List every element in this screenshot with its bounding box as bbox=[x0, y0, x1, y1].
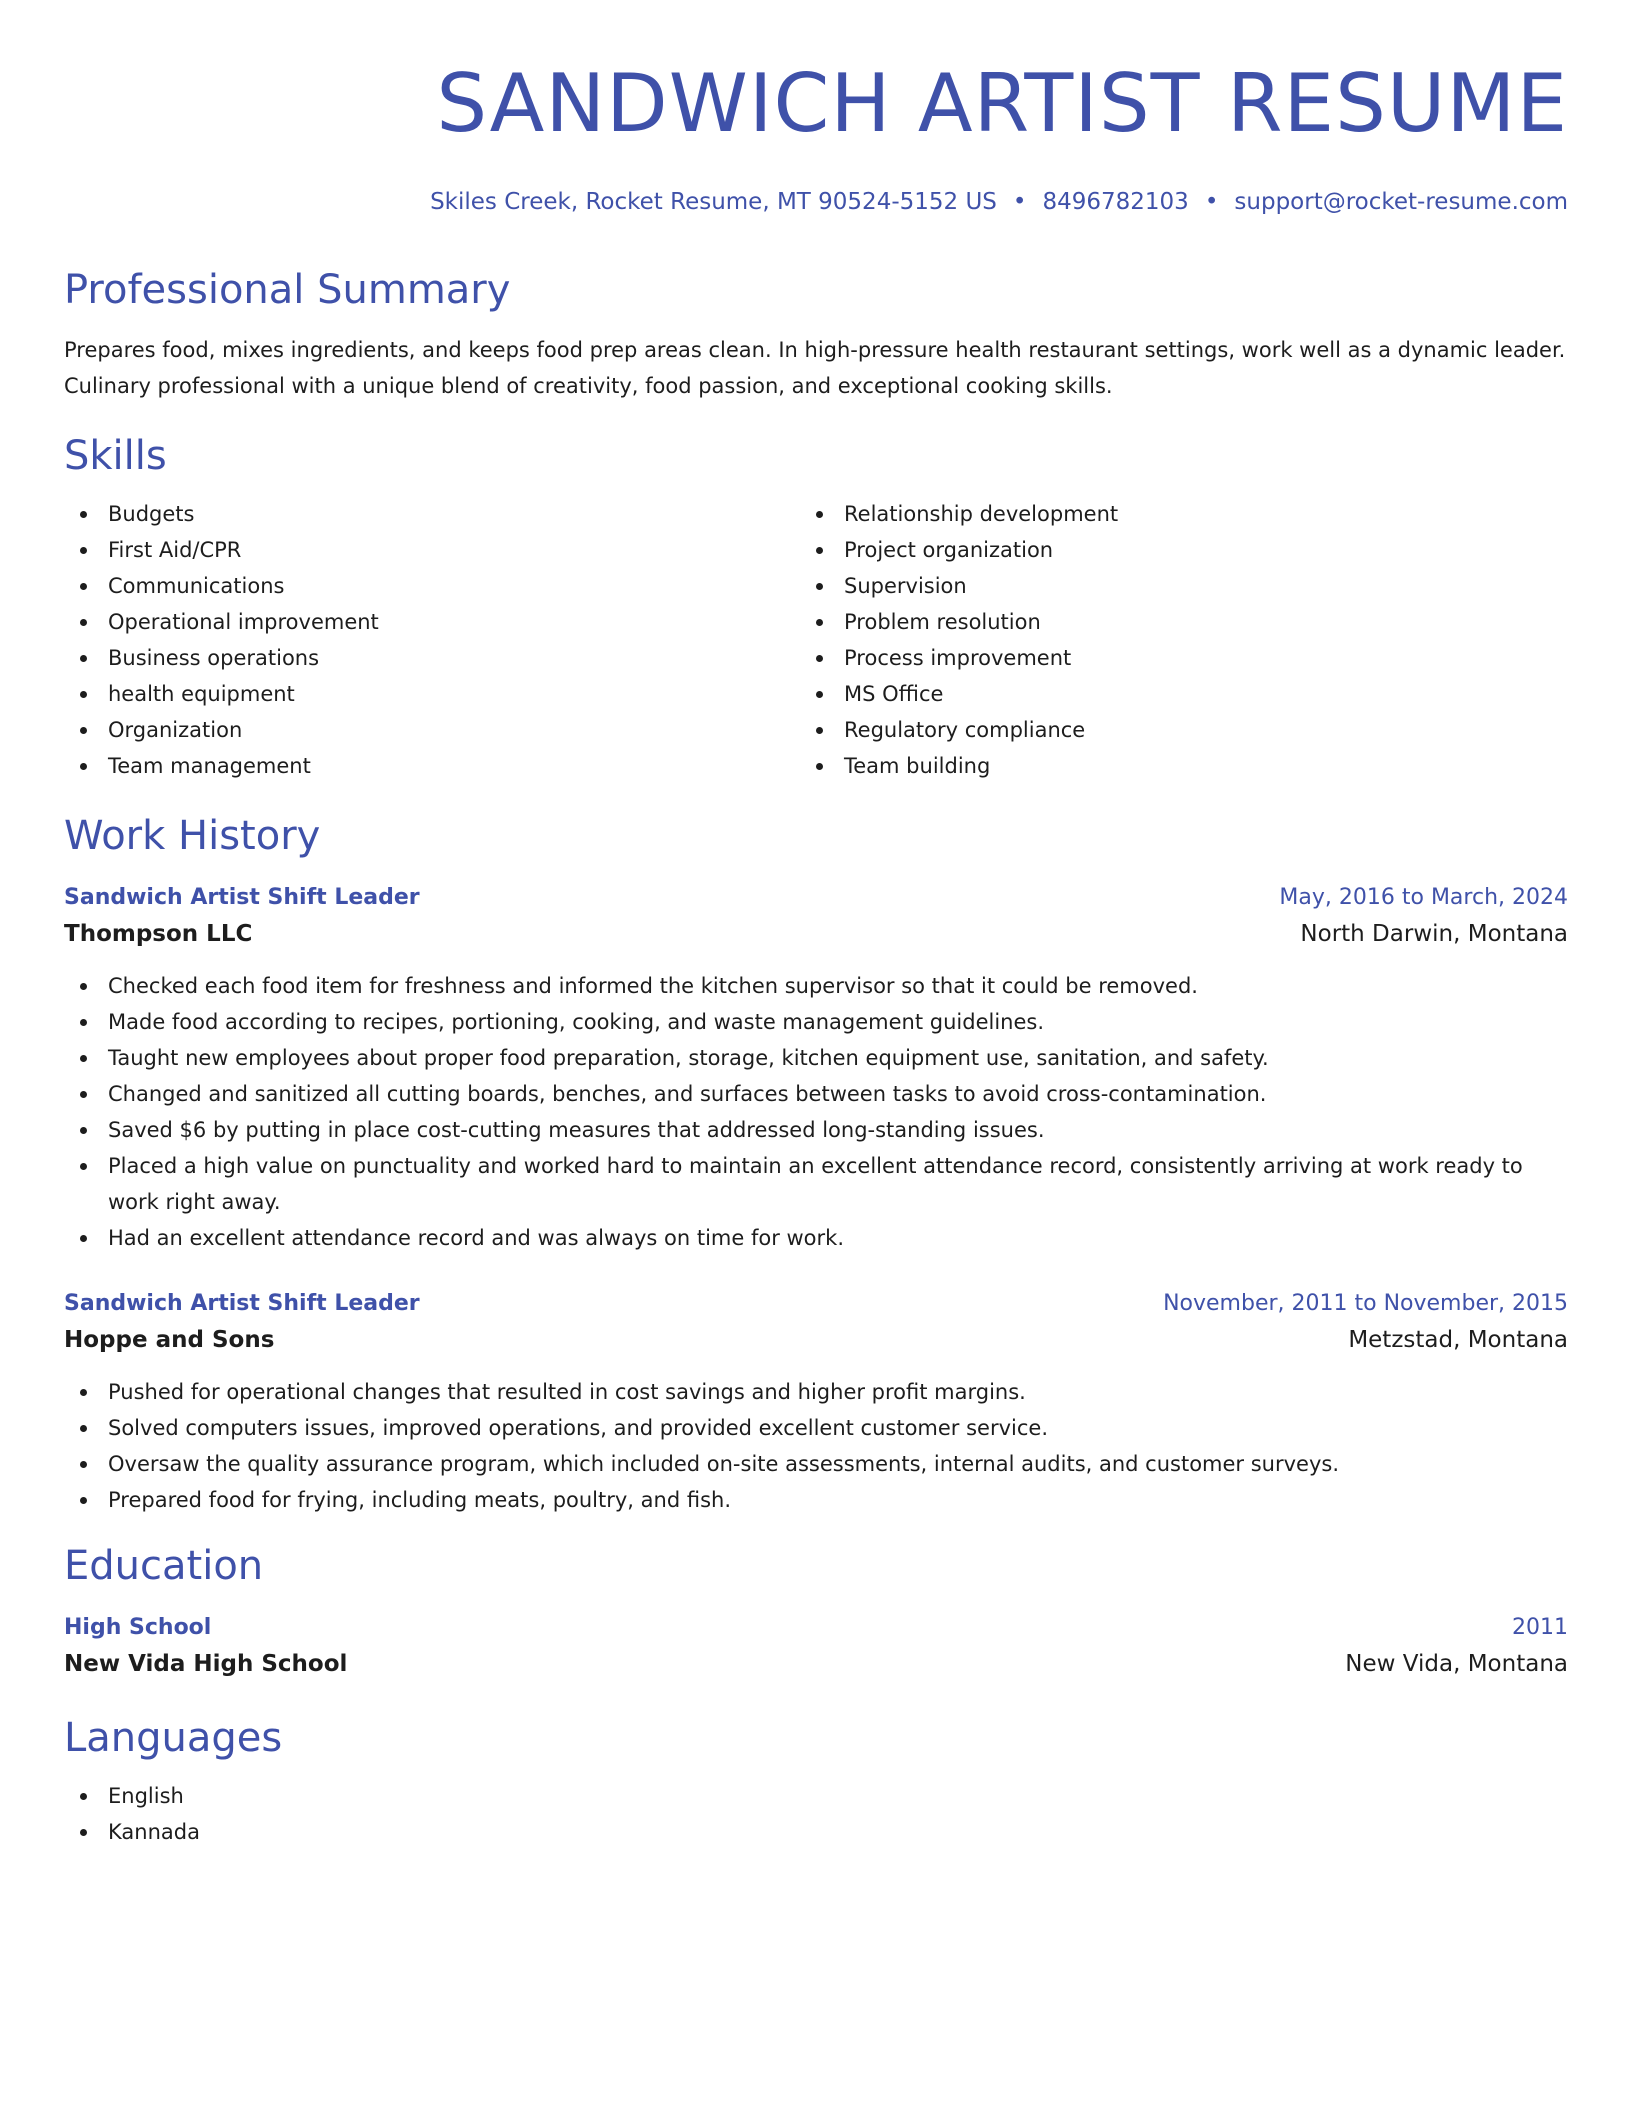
job-entry bbox=[64, 880, 1568, 1256]
job-location: Metzstad, Montana bbox=[1348, 1327, 1568, 1353]
education-location: New Vida, Montana bbox=[1345, 1651, 1568, 1677]
job-bullet: Changed and sanitized all cutting boards, benches, and surfaces between tasks to avoid cross-contamination. bbox=[64, 1076, 1568, 1112]
education-year: 2011 bbox=[1512, 1615, 1568, 1640]
language-item: English bbox=[64, 1778, 1568, 1814]
skill-item: Team building bbox=[800, 748, 1568, 784]
job-company: Thompson LLC bbox=[64, 921, 253, 947]
skill-item: First Aid/CPR bbox=[64, 532, 800, 568]
contact-address: Skiles Creek, Rocket Resume, MT 90524-5152 US bbox=[430, 189, 997, 215]
skill-item: Business operations bbox=[64, 640, 800, 676]
skill-item: Budgets bbox=[64, 496, 800, 532]
job-bullet-list bbox=[64, 968, 1568, 1256]
resume-header bbox=[64, 56, 1568, 218]
job-bullet: Pushed for operational changes that resulted in cost savings and higher profit margins. bbox=[64, 1374, 1568, 1410]
skill-item: health equipment bbox=[64, 676, 800, 712]
job-title-row bbox=[64, 1286, 1568, 1322]
job-bullet: Solved computers issues, improved operations, and provided excellent customer service. bbox=[64, 1410, 1568, 1446]
summary-text: Prepares food, mixes ingredients, and keeps food prep areas clean. In high-pressure health restaurant settings, work well as a dynamic leader. Culinary professional with a unique blend of creativity, food passion, and exceptional cooking skills. bbox=[64, 338, 1566, 398]
job-bullet: Had an excellent attendance record and was always on time for work. bbox=[64, 1220, 1568, 1256]
skill-item: MS Office bbox=[800, 676, 1568, 712]
skills-column-right bbox=[800, 496, 1568, 784]
skill-item: Relationship development bbox=[800, 496, 1568, 532]
section-heading-summary: Professional Summary bbox=[64, 267, 511, 313]
section-heading-skills: Skills bbox=[64, 433, 167, 479]
professional-summary-section bbox=[64, 264, 1568, 404]
education-degree-row bbox=[64, 1610, 1568, 1646]
job-bullet-list bbox=[64, 1374, 1568, 1518]
section-heading-languages: Languages bbox=[64, 1715, 283, 1761]
skill-item: Regulatory compliance bbox=[800, 712, 1568, 748]
skill-item: Project organization bbox=[800, 532, 1568, 568]
job-bullet: Taught new employees about proper food preparation, storage, kitchen equipment use, sanitation, and safety. bbox=[64, 1040, 1568, 1076]
contact-separator: • bbox=[1204, 189, 1219, 215]
contact-email[interactable]: support@rocket-resume.com bbox=[1234, 189, 1568, 215]
job-entry bbox=[64, 1286, 1568, 1518]
job-company-row bbox=[64, 916, 1568, 952]
education-school: New Vida High School bbox=[64, 1651, 348, 1677]
skill-item: Communications bbox=[64, 568, 800, 604]
job-bullet: Checked each food item for freshness and informed the kitchen supervisor so that it could be removed. bbox=[64, 968, 1568, 1004]
education-section bbox=[64, 1540, 1568, 1682]
language-item: Kannada bbox=[64, 1814, 1568, 1850]
job-bullet: Prepared food for frying, including meats, poultry, and fish. bbox=[64, 1482, 1568, 1518]
skill-item: Organization bbox=[64, 712, 800, 748]
contact-phone[interactable]: 8496782103 bbox=[1042, 189, 1189, 215]
contact-separator: • bbox=[1012, 189, 1027, 215]
contact-line bbox=[64, 186, 1568, 218]
job-company-row bbox=[64, 1322, 1568, 1358]
job-dates: November, 2011 to November, 2015 bbox=[1163, 1291, 1568, 1316]
languages-section bbox=[64, 1712, 1568, 1850]
job-title-row bbox=[64, 880, 1568, 916]
job-bullet: Saved $6 by putting in place cost-cutting measures that addressed long-standing issues. bbox=[64, 1112, 1568, 1148]
job-bullet: Made food according to recipes, portioning, cooking, and waste management guidelines. bbox=[64, 1004, 1568, 1040]
education-entry bbox=[64, 1610, 1568, 1682]
skill-item: Supervision bbox=[800, 568, 1568, 604]
skills-column-left bbox=[64, 496, 800, 784]
education-school-row bbox=[64, 1646, 1568, 1682]
skill-item: Team management bbox=[64, 748, 800, 784]
skills-section bbox=[64, 430, 1568, 784]
skill-item: Operational improvement bbox=[64, 604, 800, 640]
job-company: Hoppe and Sons bbox=[64, 1327, 275, 1353]
work-history-section bbox=[64, 810, 1568, 1518]
skills-grid bbox=[64, 496, 1568, 784]
section-heading-work-history: Work History bbox=[64, 813, 321, 859]
job-title: Sandwich Artist Shift Leader bbox=[64, 885, 420, 910]
language-list bbox=[64, 1778, 1568, 1850]
education-degree: High School bbox=[64, 1615, 212, 1640]
job-location: North Darwin, Montana bbox=[1300, 921, 1568, 947]
skill-item: Problem resolution bbox=[800, 604, 1568, 640]
job-bullet: Placed a high value on punctuality and worked hard to maintain an excellent attendance record, consistently arriving at work ready to work right away. bbox=[64, 1148, 1568, 1220]
job-title: Sandwich Artist Shift Leader bbox=[64, 1291, 420, 1316]
skill-item: Process improvement bbox=[800, 640, 1568, 676]
job-bullet: Oversaw the quality assurance program, which included on-site assessments, internal audits, and customer surveys. bbox=[64, 1446, 1568, 1482]
resume-title: SANDWICH ARTIST RESUME bbox=[436, 57, 1568, 150]
section-heading-education: Education bbox=[64, 1543, 264, 1589]
job-dates: May, 2016 to March, 2024 bbox=[1279, 885, 1568, 910]
